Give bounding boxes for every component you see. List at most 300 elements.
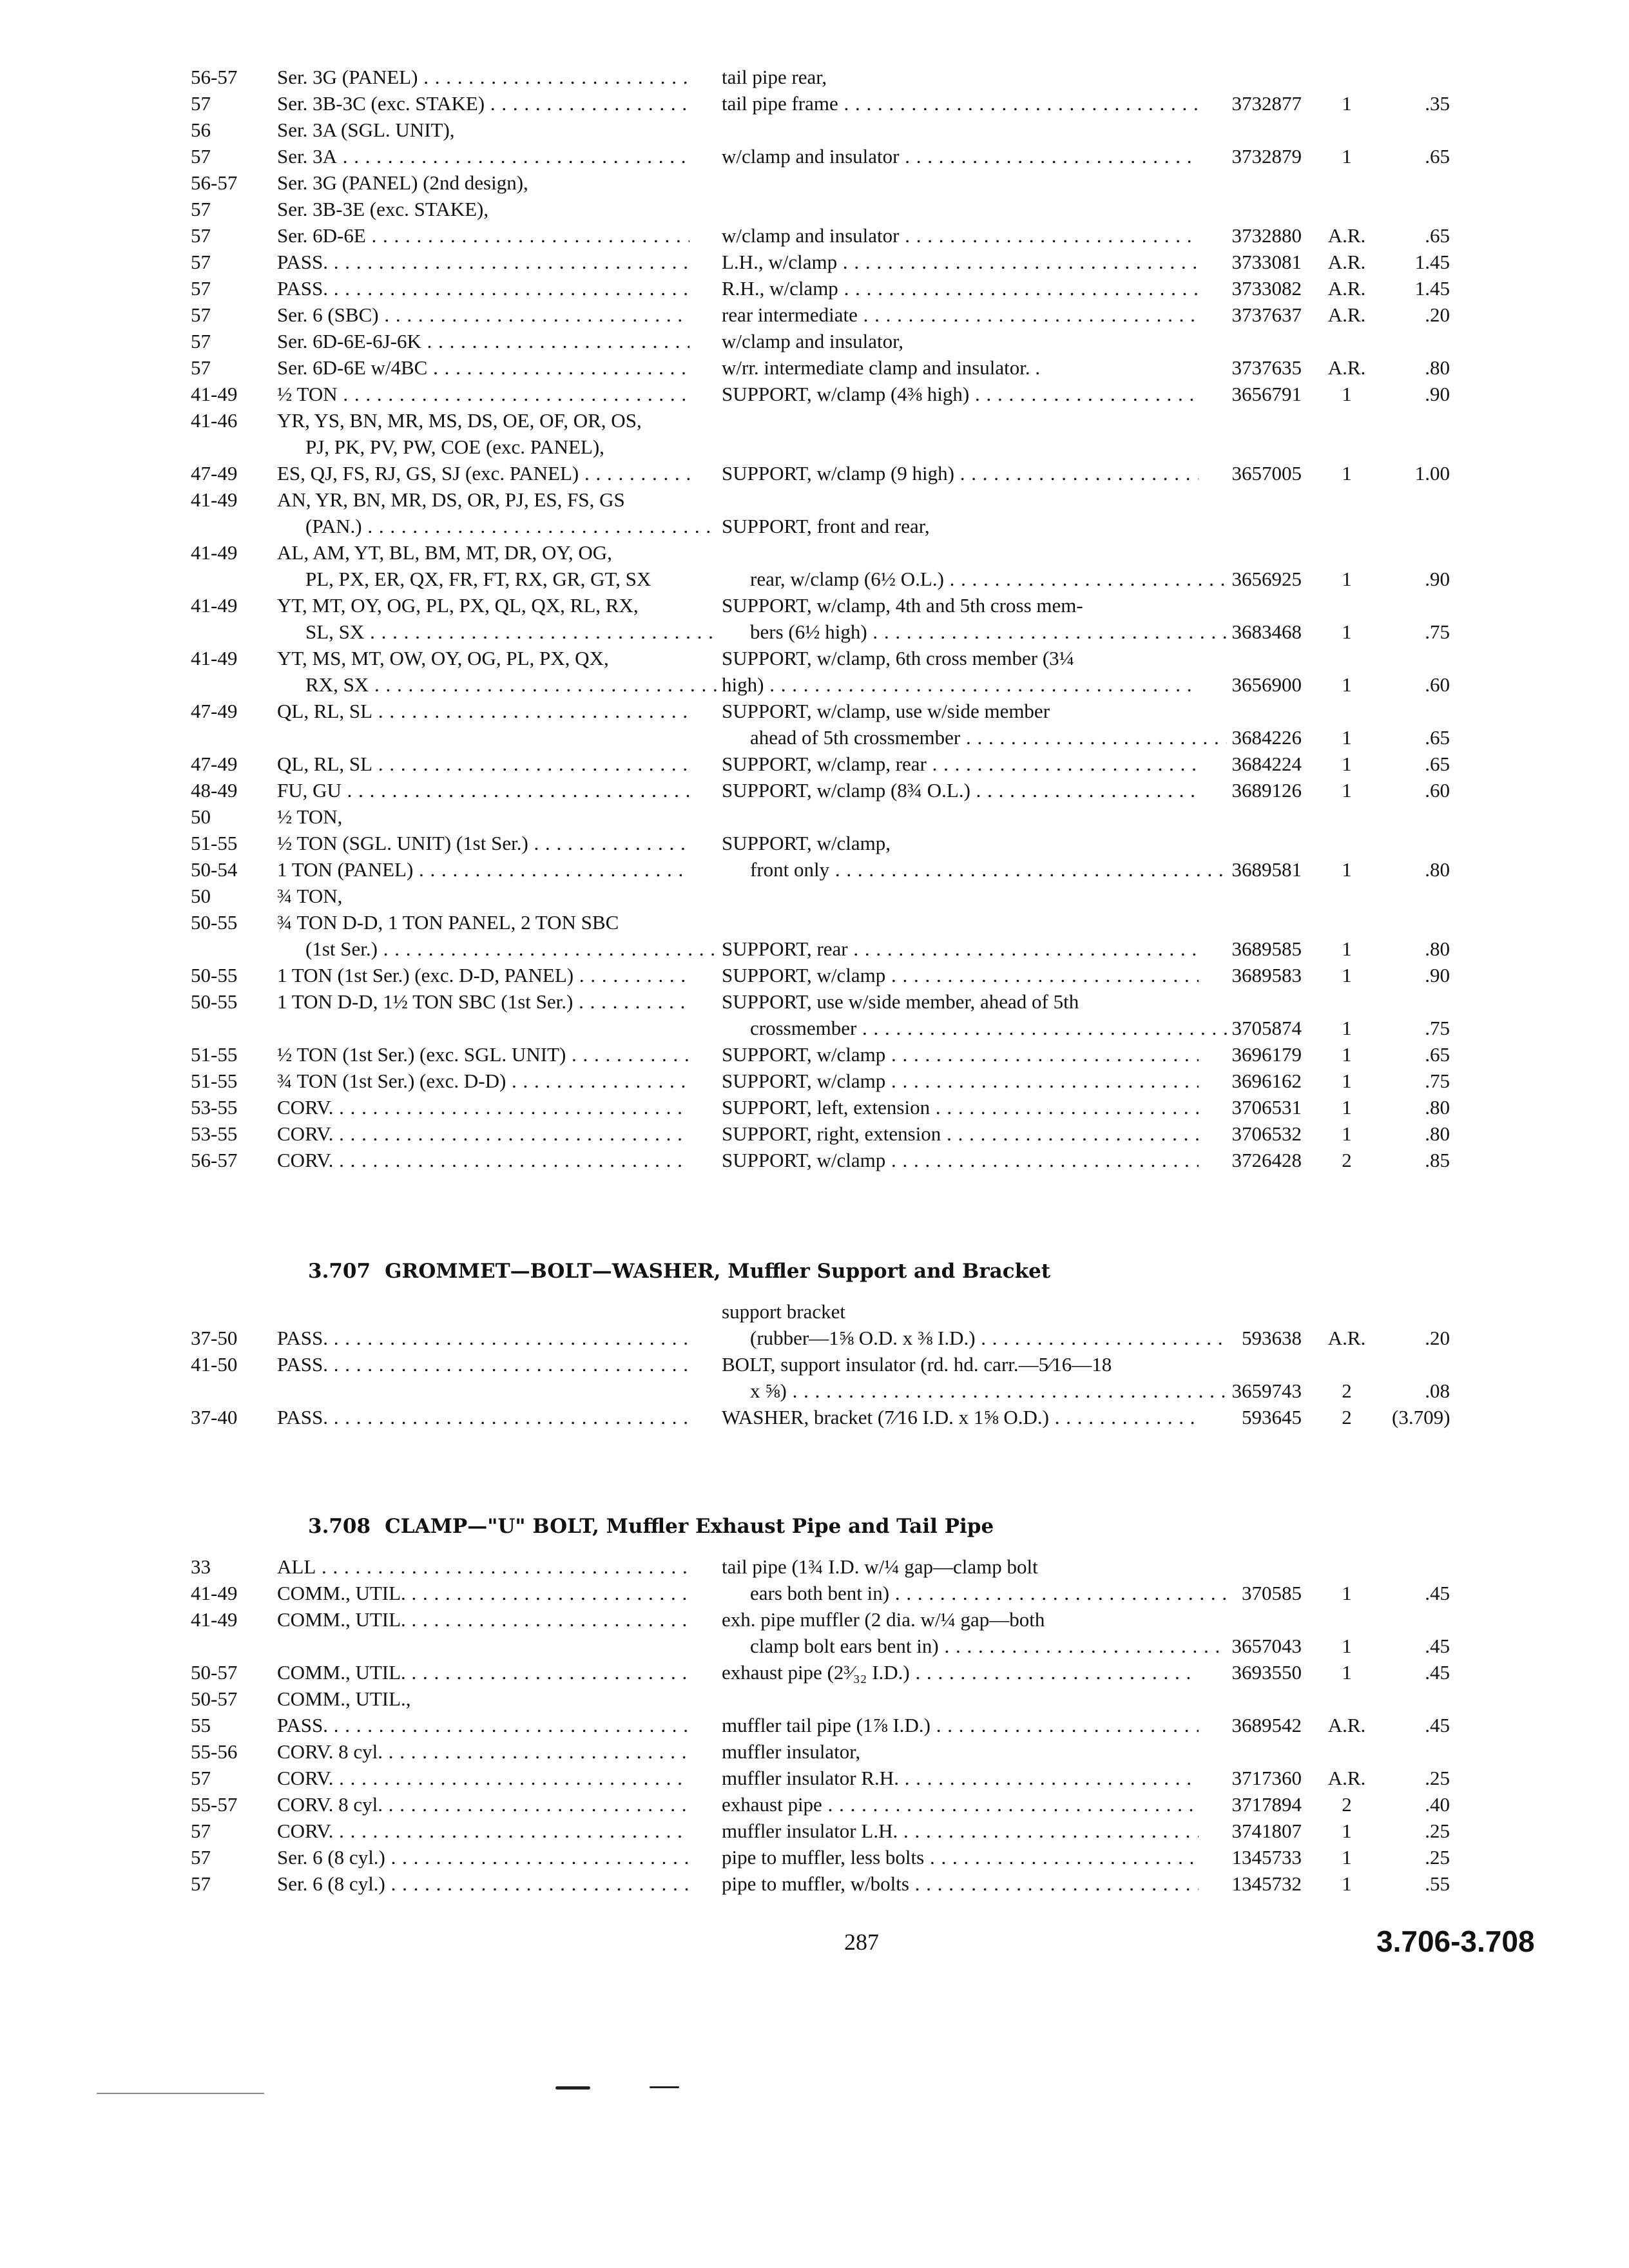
scan-mark: [650, 2086, 679, 2088]
list-price: 1.00: [1414, 462, 1450, 485]
model-application: 1 TON (PANEL) . . .: [277, 856, 689, 883]
list-price: .25: [1425, 1767, 1450, 1789]
model-year: 50: [191, 885, 211, 907]
model-application: Ser. 3B-3E (exc. STAKE),: [277, 198, 489, 220]
model-year: 56-57: [191, 171, 238, 194]
parts-row: [0, 856, 1629, 883]
quantity: 1: [1342, 462, 1352, 485]
model-year: 53-55: [191, 1122, 238, 1145]
parts-row: [0, 566, 1629, 592]
model-application: SL, SX . . .: [277, 619, 718, 645]
part-number: 3689585: [1231, 937, 1302, 960]
list-price: .90: [1425, 383, 1450, 405]
parts-row: [0, 1378, 1629, 1404]
quantity: 2: [1342, 1793, 1352, 1816]
parts-row: [0, 751, 1629, 777]
section-heading-3707: [308, 1260, 1050, 1283]
parts-row: [0, 645, 1629, 671]
part-description: exh. pipe muffler (2 dia. w/¼ gap—both: [722, 1608, 1045, 1631]
model-application: AL, AM, YT, BL, BM, MT, DR, OY, OG,: [277, 541, 612, 564]
model-application: Ser. 3B-3C (exc. STAKE) . . .: [277, 90, 689, 117]
model-application: Ser. 3A . . .: [277, 143, 689, 169]
model-year: 53-55: [191, 1096, 238, 1119]
part-number: 3684224: [1231, 753, 1302, 775]
model-application: PASS. . . .: [277, 1404, 689, 1430]
model-year: 50-55: [191, 990, 238, 1013]
quantity: A.R.: [1327, 1714, 1366, 1736]
model-year: 57: [191, 1820, 211, 1842]
list-price: .60: [1425, 779, 1450, 802]
model-year: 51-55: [191, 1043, 238, 1066]
quantity: 2: [1342, 1406, 1352, 1428]
part-description: pipe to muffler, w/bolts . . .: [722, 1870, 1199, 1897]
model-year: 33: [191, 1555, 211, 1578]
model-year: 51-55: [191, 1070, 238, 1092]
part-description: rear, w/clamp (6½ O.L.) . . .: [722, 566, 1227, 592]
parts-row: [0, 909, 1629, 936]
model-application: Ser. 6D-6E-6J-6K . . .: [277, 328, 689, 354]
quantity: 1: [1342, 1582, 1352, 1604]
model-application: Ser. 3G (PANEL) (2nd design),: [277, 171, 528, 194]
part-description: SUPPORT, w/clamp, 4th and 5th cross mem-: [722, 594, 1083, 617]
part-number: 3689542: [1231, 1714, 1302, 1736]
model-application: PJ, PK, PV, PW, COE (exc. PANEL),: [305, 436, 604, 458]
model-year: 41-49: [191, 541, 238, 564]
model-application: QL, RL, SL . . .: [277, 751, 689, 777]
parts-row: [0, 90, 1629, 117]
list-price: .55: [1425, 1872, 1450, 1895]
part-description: (rubber—1⅝ O.D. x ⅜ I.D.) . . .: [722, 1325, 1227, 1351]
quantity: 1: [1342, 753, 1352, 775]
quantity: 1: [1342, 937, 1352, 960]
parts-row: [0, 830, 1629, 856]
part-number: 3657005: [1231, 462, 1302, 485]
list-price: .35: [1425, 92, 1450, 115]
parts-row: [0, 1553, 1629, 1580]
model-application: CORV. . . .: [277, 1818, 689, 1844]
parts-row: [0, 1870, 1629, 1897]
part-description: SUPPORT, use w/side member, ahead of 5th: [722, 990, 1079, 1013]
parts-table-3706: [0, 64, 1629, 1173]
part-number: 3693550: [1231, 1661, 1302, 1684]
model-application: QL, RL, SL . . .: [277, 698, 689, 724]
model-application: CORV. 8 cyl. . . .: [277, 1738, 689, 1765]
quantity: 1: [1342, 1846, 1352, 1869]
parts-row: [0, 460, 1629, 486]
model-year: 50-57: [191, 1687, 238, 1710]
model-application: FU, GU . . .: [277, 777, 689, 803]
parts-row: [0, 302, 1629, 328]
parts-row: [0, 1686, 1629, 1712]
part-description: rear intermediate . . .: [722, 302, 1199, 328]
part-description: support bracket: [722, 1300, 845, 1323]
part-number: 3659743: [1231, 1379, 1302, 1402]
model-application: AN, YR, BN, MR, DS, OR, PJ, ES, FS, GS: [277, 488, 625, 511]
list-price: .45: [1425, 1635, 1450, 1657]
quantity: 1: [1342, 383, 1352, 405]
quantity: 1: [1342, 673, 1352, 696]
model-application: YR, YS, BN, MR, MS, DS, OE, OF, OR, OS,: [277, 409, 642, 432]
parts-row: [0, 1606, 1629, 1633]
model-application: PASS. . . .: [277, 1325, 689, 1351]
parts-row: [0, 1094, 1629, 1120]
part-description: muffler insulator,: [722, 1740, 861, 1763]
model-year: 56-57: [191, 66, 238, 88]
part-description: SUPPORT, w/clamp . . .: [722, 1041, 1199, 1068]
part-number: 3737637: [1231, 303, 1302, 326]
part-description: SUPPORT, right, extension . . .: [722, 1120, 1199, 1147]
model-year: 50: [191, 805, 211, 828]
part-description: R.H., w/clamp . . .: [722, 275, 1199, 302]
part-description: w/clamp and insulator . . .: [722, 143, 1199, 169]
quantity: 1: [1342, 92, 1352, 115]
parts-row: [0, 513, 1629, 539]
part-description: w/clamp and insulator,: [722, 330, 903, 352]
parts-row: [0, 169, 1629, 196]
model-year: 50-57: [191, 1661, 238, 1684]
model-application: CORV. . . .: [277, 1765, 689, 1791]
part-number: 3696179: [1231, 1043, 1302, 1066]
parts-row: [0, 1738, 1629, 1765]
part-description: SUPPORT, rear . . .: [722, 936, 1199, 962]
quantity: 1: [1342, 1017, 1352, 1039]
parts-row: [0, 196, 1629, 222]
model-year: 47-49: [191, 753, 238, 775]
part-number: 3683468: [1231, 620, 1302, 643]
model-application: CORV. . . .: [277, 1094, 689, 1120]
model-application: ¾ TON D-D, 1 TON PANEL, 2 TON SBC: [277, 911, 619, 934]
model-application: ½ TON . . .: [277, 381, 689, 407]
parts-row: [0, 1580, 1629, 1606]
model-application: PASS. . . .: [277, 275, 689, 302]
part-description: SUPPORT, left, extension . . .: [722, 1094, 1199, 1120]
parts-row: [0, 328, 1629, 354]
section-title: CLAMP—"U" BOLT, Muffler Exhaust Pipe and Tail Pipe: [385, 1515, 994, 1538]
list-price: .90: [1425, 568, 1450, 590]
model-application: ES, QJ, FS, RJ, GS, SJ (exc. PANEL) . . .: [277, 460, 689, 486]
part-number: 3657043: [1231, 1635, 1302, 1657]
parts-row: [0, 1298, 1629, 1325]
model-year: 50-54: [191, 858, 238, 881]
parts-row: [0, 698, 1629, 724]
part-description: SUPPORT, w/clamp . . .: [722, 1068, 1199, 1094]
list-price: .65: [1425, 726, 1450, 749]
section-heading-3708: [308, 1515, 994, 1538]
parts-row: [0, 1818, 1629, 1844]
part-number: 3733081: [1231, 251, 1302, 273]
parts-row: [0, 1325, 1629, 1351]
part-number: 3717360: [1231, 1767, 1302, 1789]
part-description: SUPPORT, w/clamp,: [722, 832, 891, 854]
model-year: 41-46: [191, 409, 238, 432]
model-application: Ser. 3G (PANEL) . . .: [277, 64, 689, 90]
model-year: 41-49: [191, 488, 238, 511]
quantity: 1: [1342, 964, 1352, 986]
model-application: CORV. 8 cyl. . . .: [277, 1791, 689, 1818]
part-number: 3696162: [1231, 1070, 1302, 1092]
part-description: bers (6½ high) . . .: [722, 619, 1227, 645]
quantity: 1: [1342, 1820, 1352, 1842]
model-application: Ser. 6D-6E . . .: [277, 222, 689, 249]
part-number: 370585: [1242, 1582, 1302, 1604]
part-description: tail pipe (1¾ I.D. w/¼ gap—clamp bolt: [722, 1555, 1038, 1578]
model-application: Ser. 6 (8 cyl.) . . .: [277, 1844, 689, 1870]
model-application: COMM., UTIL.,: [277, 1687, 411, 1710]
part-number: 3689581: [1231, 858, 1302, 881]
model-application: ALL . . .: [277, 1553, 689, 1580]
model-year: 51-55: [191, 832, 238, 854]
model-year: 56: [191, 119, 211, 141]
list-price: .25: [1425, 1820, 1450, 1842]
model-application: RX, SX . . .: [277, 671, 718, 698]
quantity: 1: [1342, 726, 1352, 749]
part-number: 3689583: [1231, 964, 1302, 986]
model-year: 57: [191, 330, 211, 352]
part-description: x ⅝) . . .: [722, 1378, 1227, 1404]
quantity: 2: [1342, 1379, 1352, 1402]
quantity: A.R.: [1327, 1767, 1366, 1789]
part-description: crossmember . . .: [722, 1015, 1227, 1041]
parts-row: [0, 777, 1629, 803]
model-application: ½ TON (1st Ser.) (exc. SGL. UNIT) . . .: [277, 1041, 689, 1068]
model-year: 41-49: [191, 1582, 238, 1604]
model-application: COMM., UTIL. . . .: [277, 1606, 689, 1633]
quantity: 1: [1342, 1070, 1352, 1092]
model-application: PASS. . . .: [277, 249, 689, 275]
model-application: PL, PX, ER, QX, FR, FT, RX, GR, GT, SX: [305, 568, 651, 590]
list-price: .60: [1425, 673, 1450, 696]
part-number: 3737635: [1231, 356, 1302, 379]
list-price: .80: [1425, 356, 1450, 379]
list-price: (3.709): [1392, 1406, 1450, 1428]
part-description: SUPPORT, w/clamp . . .: [722, 962, 1199, 988]
part-number: 1345732: [1231, 1872, 1302, 1895]
scan-mark: [555, 2086, 590, 2090]
parts-row: [0, 1147, 1629, 1173]
model-year: 47-49: [191, 700, 238, 722]
part-description: pipe to muffler, less bolts . . .: [722, 1844, 1199, 1870]
model-year: 50-55: [191, 911, 238, 934]
part-number: 3689126: [1231, 779, 1302, 802]
parts-row: [0, 64, 1629, 90]
model-application: YT, MS, MT, OW, OY, OG, PL, PX, QX,: [277, 647, 609, 669]
list-price: .45: [1425, 1714, 1450, 1736]
model-year: 57: [191, 356, 211, 379]
model-year: 50-55: [191, 964, 238, 986]
model-year: 37-50: [191, 1327, 238, 1349]
model-year: 57: [191, 303, 211, 326]
model-application: 1 TON D-D, 1½ TON SBC (1st Ser.) . . .: [277, 988, 689, 1015]
list-price: .80: [1425, 858, 1450, 881]
quantity: 1: [1342, 858, 1352, 881]
model-year: 57: [191, 251, 211, 273]
part-description: high) . . .: [722, 671, 1199, 698]
quantity: 1: [1342, 779, 1352, 802]
part-description: L.H., w/clamp . . .: [722, 249, 1199, 275]
part-description: exhaust pipe . . .: [722, 1791, 1199, 1818]
model-year: 55-56: [191, 1740, 238, 1763]
part-description: w/rr. intermediate clamp and insulator. .: [722, 356, 1041, 379]
list-price: .20: [1425, 1327, 1450, 1349]
part-number: 3733082: [1231, 277, 1302, 300]
parts-row: [0, 988, 1629, 1015]
parts-row: [0, 354, 1629, 381]
model-application: (1st Ser.) . . .: [277, 936, 718, 962]
model-year: 57: [191, 277, 211, 300]
list-price: .65: [1425, 1043, 1450, 1066]
part-number: 593645: [1242, 1406, 1302, 1428]
parts-row: [0, 249, 1629, 275]
part-description: tail pipe rear,: [722, 66, 827, 88]
parts-row: [0, 275, 1629, 302]
model-application: ½ TON,: [277, 805, 343, 828]
quantity: A.R.: [1327, 277, 1366, 300]
parts-row: [0, 1844, 1629, 1870]
page-number: 287: [844, 1929, 879, 1955]
parts-row: [0, 1120, 1629, 1147]
model-year: 57: [191, 224, 211, 247]
parts-row: [0, 407, 1629, 434]
scan-mark: [97, 2093, 264, 2094]
model-year: 41-49: [191, 594, 238, 617]
part-description: muffler insulator L.H. . . .: [722, 1818, 1199, 1844]
model-application: CORV. . . .: [277, 1147, 689, 1173]
list-price: .75: [1425, 620, 1450, 643]
parts-row: [0, 143, 1629, 169]
model-application: Ser. 3A (SGL. UNIT),: [277, 119, 455, 141]
section-number: 3.707: [308, 1260, 371, 1283]
model-application: (PAN.) . . .: [277, 513, 718, 539]
quantity: A.R.: [1327, 1327, 1366, 1349]
parts-row: [0, 1404, 1629, 1430]
model-year: 47-49: [191, 462, 238, 485]
parts-row: [0, 936, 1629, 962]
model-year: 57: [191, 198, 211, 220]
part-number: 3741807: [1231, 1820, 1302, 1842]
list-price: .45: [1425, 1582, 1450, 1604]
model-year: 41-49: [191, 1608, 238, 1631]
parts-row: [0, 434, 1629, 460]
part-number: 3656900: [1231, 673, 1302, 696]
quantity: A.R.: [1327, 356, 1366, 379]
list-price: 1.45: [1414, 251, 1450, 273]
list-price: .65: [1425, 145, 1450, 168]
part-number: 3726428: [1231, 1149, 1302, 1171]
part-number: 3732877: [1231, 92, 1302, 115]
parts-row: [0, 1765, 1629, 1791]
model-application: Ser. 6D-6E w/4BC . . .: [277, 354, 689, 381]
parts-row: [0, 619, 1629, 645]
list-price: .65: [1425, 224, 1450, 247]
part-description: SUPPORT, w/clamp . . .: [722, 1147, 1199, 1173]
list-price: 1.45: [1414, 277, 1450, 300]
part-description: SUPPORT, w/clamp (8¾ O.L.) . . .: [722, 777, 1199, 803]
part-description: exhaust pipe (2³⁄₃₂ I.D.) . . .: [722, 1659, 1199, 1686]
parts-row: [0, 724, 1629, 751]
part-description: muffler insulator R.H. . . .: [722, 1765, 1199, 1791]
model-year: 56-57: [191, 1149, 238, 1171]
model-year: 57: [191, 1767, 211, 1789]
model-application: ¾ TON (1st Ser.) (exc. D-D) . . .: [277, 1068, 689, 1094]
model-year: 55: [191, 1714, 211, 1736]
quantity: A.R.: [1327, 303, 1366, 326]
quantity: A.R.: [1327, 224, 1366, 247]
model-year: 41-49: [191, 647, 238, 669]
model-year: 37-40: [191, 1406, 238, 1428]
parts-row: [0, 1015, 1629, 1041]
model-application: CORV. . . .: [277, 1120, 689, 1147]
list-price: .75: [1425, 1017, 1450, 1039]
part-description: ears both bent in) . . .: [722, 1580, 1227, 1606]
quantity: 2: [1342, 1149, 1352, 1171]
parts-row: [0, 117, 1629, 143]
part-number: 593638: [1242, 1327, 1302, 1349]
part-description: front only . . .: [722, 856, 1227, 883]
model-application: PASS. . . .: [277, 1712, 689, 1738]
model-application: 1 TON (1st Ser.) (exc. D-D, PANEL) . . .: [277, 962, 689, 988]
model-year: 48-49: [191, 779, 238, 802]
model-application: PASS. . . .: [277, 1351, 689, 1378]
part-number: 1345733: [1231, 1846, 1302, 1869]
parts-row: [0, 671, 1629, 698]
quantity: 1: [1342, 1872, 1352, 1895]
model-application: COMM., UTIL. . . .: [277, 1580, 689, 1606]
parts-row: [0, 592, 1629, 619]
parts-table-3707: [0, 1298, 1629, 1430]
model-year: 41-50: [191, 1353, 238, 1376]
list-price: .75: [1425, 1070, 1450, 1092]
quantity: 1: [1342, 1096, 1352, 1119]
quantity: 1: [1342, 568, 1352, 590]
model-application: Ser. 6 (8 cyl.) . . .: [277, 1870, 689, 1897]
parts-row: [0, 962, 1629, 988]
parts-row: [0, 1659, 1629, 1686]
model-application: ½ TON (SGL. UNIT) (1st Ser.) . . .: [277, 830, 689, 856]
model-year: 55-57: [191, 1793, 238, 1816]
list-price: .80: [1425, 937, 1450, 960]
part-description: WASHER, bracket (7⁄16 I.D. x 1⅝ O.D.) . . .: [722, 1404, 1199, 1430]
list-price: .80: [1425, 1096, 1450, 1119]
quantity: 1: [1342, 145, 1352, 168]
part-description: SUPPORT, front and rear,: [722, 515, 930, 537]
quantity: 1: [1342, 1635, 1352, 1657]
list-price: .85: [1425, 1149, 1450, 1171]
part-description: SUPPORT, w/clamp (9 high) . . .: [722, 460, 1199, 486]
parts-row: [0, 1633, 1629, 1659]
list-price: .45: [1425, 1661, 1450, 1684]
parts-row: [0, 486, 1629, 513]
part-number: 3705874: [1231, 1017, 1302, 1039]
parts-row: [0, 1351, 1629, 1378]
quantity: 1: [1342, 620, 1352, 643]
model-application: ¾ TON,: [277, 885, 343, 907]
list-price: .25: [1425, 1846, 1450, 1869]
model-year: 57: [191, 145, 211, 168]
parts-row: [0, 1041, 1629, 1068]
part-description: SUPPORT, w/clamp, 6th cross member (3¼: [722, 647, 1074, 669]
parts-row: [0, 1712, 1629, 1738]
part-description: w/clamp and insulator . . .: [722, 222, 1199, 249]
list-price: .08: [1425, 1379, 1450, 1402]
part-description: clamp bolt ears bent in) . . .: [722, 1633, 1227, 1659]
list-price: .80: [1425, 1122, 1450, 1145]
quantity: A.R.: [1327, 251, 1366, 273]
part-description: SUPPORT, w/clamp, rear . . .: [722, 751, 1199, 777]
quantity: 1: [1342, 1043, 1352, 1066]
part-number: 3732880: [1231, 224, 1302, 247]
parts-row: [0, 539, 1629, 566]
model-application: Ser. 6 (SBC) . . .: [277, 302, 689, 328]
